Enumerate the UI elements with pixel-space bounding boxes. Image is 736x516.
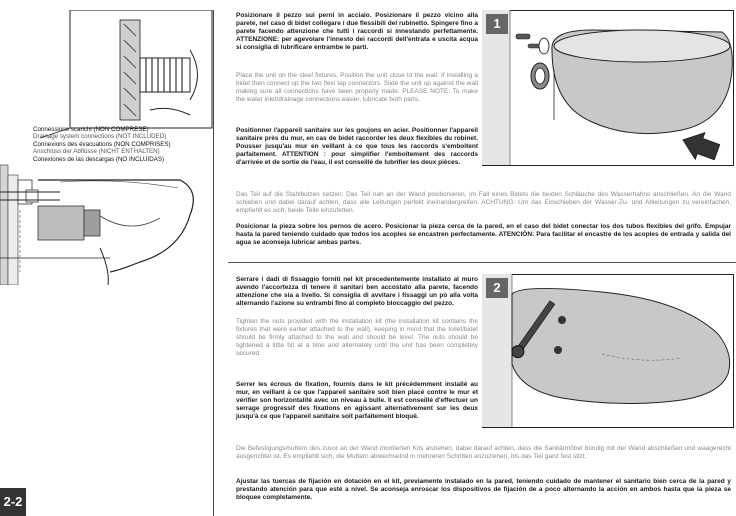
step2-it: Serrare i dadi di fissaggio forniti nel kit precedentemente installato al muro avendo l'accortezza di tenere il sanitari ben accostato alla parete, facendo attenzione che sia a livello. Si consiglia di avvitare i fissaggi un pò alla volta alternando l'azione su entrambi fino al completo bloccaggio del pezzo. — [236, 276, 478, 307]
step2-de: Die Befestigungsmuttern des zuvor an der Wand montierten Kits anziehen, dabei darauf achten, dass die Sanitärmöbel bündig mit der Wand abschließen und waagerecht ausgerichtet ist. Es empfiehlt sich, die Muttern abwechselnd in mehreren Schritten anzuziehen, bis das Teil ganz fest sitzt. — [236, 445, 731, 460]
step2-figure — [482, 274, 734, 428]
step1-es: Posicionar la pieza sobre los pernos de acero. Posicionar la pieza cerca de la pared, en el caso del bidet conectar los dos tubos flexibles del grifo. Empujar hasta la pared teniendo cuidado que todos los acoples se encastren perfectamente. ATENCIÓN: Para facilitar el encastre de los acoples de entrada y salida del agua se aconseja lubricar ambas partes. — [236, 223, 731, 246]
step1-en: Place the unit on the steel fixtures. Position the unit close to the wall. If installing a bidet then connect up the two flexi tap connectors. Slide the unit up against the wall making sure all connections have been properly made. PLEASE NOTE: To make the water inlet/drainage connections easier, lubricate both parts. — [236, 72, 478, 103]
step2-drawing — [482, 274, 734, 428]
caption-line: Connessione scarichi (NON COMPRESE) — [33, 126, 149, 133]
step1-de: Das Teil auf die Stahlbolzen setzen: Das Teil nah an der Wand positionieren, im Fall eines Bidets die beiden Schläuche des Wasserhahns anschließen. An die Wand schieben und dabei darauf achten, dass alle Leitungen perfekt ineinandergreifen. ACHTUNG: Um das Einschieben der Wasser-Zu- und Ableitungen zu vereinfachen, empfiehlt es sich, beide Teile einzufetten. — [236, 191, 731, 214]
step2-es: Ajustar las tuercas de fijación en dotación en el kit, previamente instalado en la pared, teniendo cuidado de mantener el sanitario bien cerca de la pared y prestando atención para que esté a nivel. Se aconseja enroscar los dispositivos de fijación de a poco alternando la acción en ambos hasta que la pieza se bloquee completamente. — [236, 478, 731, 501]
step-number-badge: 2 — [486, 278, 508, 298]
column-divider — [213, 10, 214, 516]
step1-figure — [482, 10, 734, 166]
caption-line: Drainage system connections (NOT INCLUDED) — [33, 133, 167, 141]
page-number-badge: 2-2 — [0, 488, 26, 516]
step1-drawing — [482, 10, 734, 166]
caption-line: Conexiones de las descargas (NO INCLUIDAS) — [33, 155, 165, 163]
step2-en: Tighten the nuts provided with the installation kit (the installation kit contains the fixtures that were earlier attached to the wall), keeping in mind that the toilet/bidet should be firmly attached to the wall and should be level. The nuts should be tightened a little bit at a time and alternately until the unit has been completely secured. — [236, 318, 478, 357]
step-number-badge: 1 — [486, 14, 508, 34]
section-divider — [228, 262, 736, 263]
step1-it: Posizionare il pezzo sui perni in acciaio. Posizionare il pezzo vicino alla parete, nel caso di bidet collegare i due flessibili del rubinetto. Spingere fino a parete facendo attenzione che tutti i raccordi si innestando perfettamente. ATTENZIONE: per agevolare l'innesto dei raccordi dell'entrata e uscita acqua si consiglia di lubrificare entrambe le parti. — [236, 12, 478, 51]
step1-fr: Positionner l'appareil sanitaire sur les goujons en acier. Positionner l'appareil sanitaire près du mur, en cas de bidet raccorder les deux flexibles du robinet. Pousser jusqu'au mur en veillant à ce que tous les raccords s'emboîtent parfaitement. ATTENTION : pour simplifier l'emboîtement des raccords d'arrivée et de sortie de l'eau, il est conseillé de lubrifier les deux pièces. — [236, 127, 478, 166]
caption-line: Anschluss der Abflüsse (NICHT ENTHALTEN) — [33, 148, 160, 156]
step2-fr: Serrer les écrous de fixation, fournis dans le kit précédemment installé au mur, en veillant à ce que l'appareil sanitaire soit bien placé contre le mur et vérifier son horizontalité avec un niveau à bulle. Il est conseillé d'effectuer un serrage progressif des fixations en agissant alternativement sur les deux jusqu'à ce que l'appareil sanitaire soit parfaitement bloqué. — [236, 381, 478, 420]
caption-line: Connexions des évacuations (NON COMPRISES) — [33, 140, 171, 148]
drainage-caption — [33, 126, 171, 163]
